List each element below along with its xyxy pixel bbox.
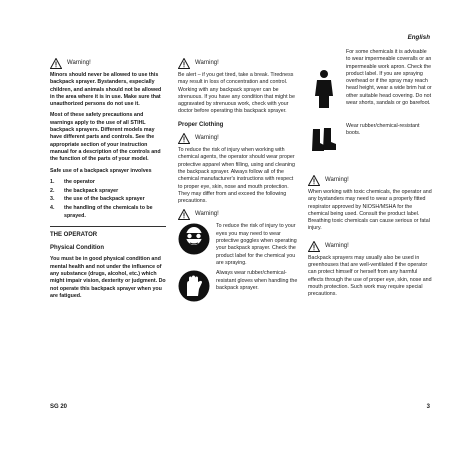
paragraph: Backpack sprayers may usually also be used in greenhouses that are well-ventilated if the operator can protect himself or herself from any harmful effects through the use of proper eye, skin, nose and mouth protection. Such work may require special precautions.	[308, 254, 432, 298]
gloves-instruction	[178, 270, 298, 302]
warning-label: Warning!	[67, 59, 91, 66]
warning-heading	[308, 241, 432, 252]
coveralls-icon	[308, 49, 340, 119]
warning-label: Warning!	[325, 176, 349, 183]
coveralls-instruction	[308, 49, 432, 119]
model-number: SG 20	[50, 404, 68, 410]
warning-label: Warning!	[325, 242, 349, 249]
column-1	[50, 58, 166, 304]
gloves-icon	[178, 270, 210, 302]
boots-instruction	[308, 123, 432, 155]
boots-icon	[308, 123, 340, 155]
paragraph: To reduce the risk of injury to your eyes you may need to wear protective goggles when operating your backpack sprayer. Check the product label for the chemical you are spraying.	[216, 223, 297, 266]
warning-label: Warning!	[195, 211, 219, 218]
divider	[50, 226, 166, 227]
paragraph: Safe use of a backpack sprayer involves	[50, 167, 152, 174]
paragraph: To reduce the risk of injury when working with chemical agents, the operator should wear proper protective apparel when filling, using and cleaning the backpack sprayer. Always follow all of the chemical manufacturer's instructions with respect to proper eye, skin, nose and mouth protection. They may differ from and exceed the following precautions.	[178, 147, 295, 205]
warning-label: Warning!	[195, 134, 219, 141]
language-label: English	[407, 34, 430, 41]
warning-triangle-icon	[178, 133, 190, 144]
warning-triangle-icon	[178, 58, 190, 69]
numbered-list	[50, 179, 166, 220]
column-3	[308, 46, 432, 303]
subsection-title: Physical Condition	[50, 245, 105, 252]
warning-triangle-icon	[308, 175, 320, 186]
warning-triangle-icon	[308, 241, 320, 252]
warning-heading	[308, 175, 432, 186]
paragraph: Wear rubber/chemical-resistant boots.	[346, 123, 420, 137]
paragraph: For some chemicals it is advisable to wear impermeable coveralls or an impermeable work apron. Check the product label. If you are spraying overhead or if the spray may reach head height, wear a wide brim hat or other suitable head covering. Do not wear shorts, sandals or go barefoot.	[346, 49, 432, 107]
list-item: 1. the operator	[50, 178, 95, 185]
safety-goggles-icon	[178, 223, 210, 255]
paragraph: When working with toxic chemicals, the operator and any bystanders may need to wear a properly fitted respirator approved by NIOSH/MSHA for the chemical being used. Consult the product label. Breathing toxic chemicals can cause serious or fatal injury.	[308, 189, 432, 232]
warning-heading	[178, 209, 298, 220]
column-2	[178, 58, 298, 305]
paragraph: Most of these safety precautions and warnings apply to the use of all STIHL backpack sprayers. Different models may have different parts and controls. See the appropriate section of your instruction manual for a description of the controls and the function of the parts of your model.	[50, 112, 161, 163]
warning-triangle-icon	[178, 209, 190, 220]
warning-triangle-icon	[50, 58, 62, 69]
goggles-instruction	[178, 223, 298, 267]
warning-heading	[178, 58, 298, 69]
paragraph: Always wear rubber/chemical-resistant gloves when handling the backpack sprayer.	[216, 270, 298, 291]
list-item: 3. the use of the backpack sprayer	[50, 196, 145, 203]
warning-heading	[50, 58, 166, 69]
paragraph: You must be in good physical condition and mental health and not under the influence of any substance (drugs, alcohol, etc.) which might impair vision, dexterity or judgment. Do not operate this backpack sprayer when you are fatigued.	[50, 256, 166, 299]
paragraph: Be alert – if you get tired, take a break. Tiredness may result in loss of concentration and control. Working with any backpack sprayer can be strenuous. If you have any condition that might be aggravated by strenuous work, check with your doctor before operating this backpack sprayer.	[178, 72, 295, 115]
page-number: 3	[426, 404, 430, 410]
paragraph: Minors should never be allowed to use this backpack sprayer. Bystanders, especially children, and animals should not be allowed in the area where it is in use. Make sure that unauthorized persons do not use it.	[50, 72, 162, 108]
list-item: 2. the backpack sprayer	[50, 187, 119, 194]
section-title: Proper Clothing	[178, 121, 224, 128]
list-item: 4. the handling of the chemicals to be sprayed.	[50, 205, 153, 219]
section-title: THE OPERATOR	[50, 231, 98, 238]
warning-heading	[178, 133, 298, 144]
warning-label: Warning!	[195, 59, 219, 66]
